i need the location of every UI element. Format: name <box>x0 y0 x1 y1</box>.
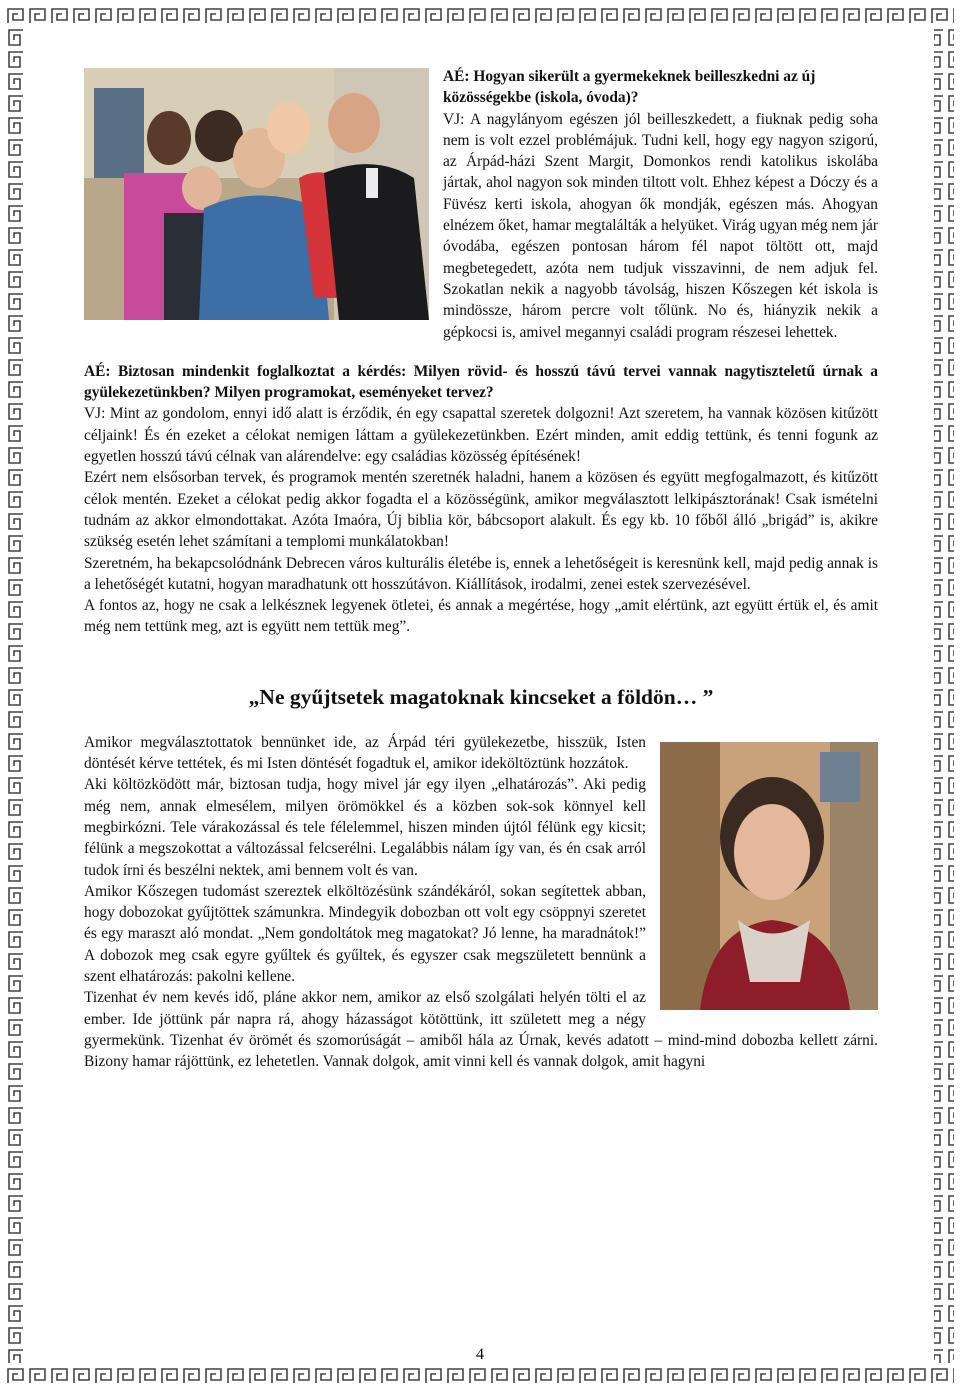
spacer <box>84 343 878 361</box>
interview-answer-2-p4: A fontos az, hogy ne csak a lelkésznek legyenek ötletei, és annak a megértése, hogy „amit elértünk, azt együtt értük el, és amit még nem tettünk meg, azt is együtt nem tettük meg”. <box>84 597 878 636</box>
interview-question-1: AÉ: Hogyan sikerült a gyermekeknek beilleszkedni az új közösségekbe (iskola, óvoda)? <box>443 68 816 107</box>
article-paragraph-3: Amikor Kőszegen tudomást szereztek elköltözésünk szándékáról, sokan segítettek abban, hogy dobozokat gyűjtöttek számunkra. Mindegyik dobozban ott volt egy csöppnyi szeretet és egy maraszt aló mondat. „Nem gondoltátok meg magatokat? Jó lenne, ha maradnátok!” A dobozok meg csak egyre gyűltek és gyűltek, és egyszer csak megszületett bennünk a szent elhatározás: pakolni kellene. <box>84 882 646 985</box>
article-title: „Ne gyűjtsetek magatoknak kincseket a földön… ” <box>248 684 714 709</box>
interview-answer-2-p3: Szeretném, ha bekapcsolódnánk Debrecen város kulturális életébe is, ennek a lehetőségeit is keresnünk kell, majd pedig annak is a lehetőségét kutatni, hogyan maradhatunk ott hosszútávon. Kiállítások, irodalmi, zenei estek szervezésével. <box>84 554 878 593</box>
article-paragraph-4: Tizenhat év nem kevés idő, pláne akkor nem, amikor az első szolgálati helyén tölti el az ember. Ide jöttünk pár napra rá, ahogy házasságot kötöttünk, itt született meg a négy gyermekünk. Tizenhat év örömét és szomorúságát – amiből hála az Úrnak, kevés adatott – mind-mind dobozba kellett zárni. Bizony hamar rájöttünk, ez lehetetlen. Vannak dolgok, amit vinni kell és vannak dolgok, amit hagyni <box>84 989 878 1071</box>
page-number: 4 <box>476 1346 484 1363</box>
page-content <box>84 66 878 1366</box>
interview-question-2: AÉ: Biztosan mindenkit foglalkoztat a kérdés: Milyen rövid- és hosszú távú tervei vannak nagytiszteletű úrnak a gyülekezetünkben? Milyen programokat, eseményeket tervez? <box>84 362 878 402</box>
interview-answer-2-p2: Ezért nem elsősorban tervek, és programok mentén szeretnék haladni, hanem a közösen és együtt megfogalmazott, és kitűzött célok mentén. Ezeket a célokat pedig akkor fogadta el a közösségünk, amikor megválasztott lelkipásztorának! Csak ismételni tudnám az akkor elmondottakat. Azóta Imaóra, Új biblia kör, bábcsoport alakult. És egy kb. 10 főből álló „brigád” is, akikre szükség esetén lehet számítani a templomi munkálatokban! <box>84 469 878 551</box>
interview-answer-2-p1: VJ: Mint az gondolom, ennyi idő alatt is érződik, én egy csapattal szeretek dolgozni! Azt szeretem, ha vannak közösen kitűzött céljaink! És én ezeket a célokat nemigen láttam a gyülekezetünkben. Ezért minden, amit eddig tettünk, és tenni fogunk az egyetlen hosszú távú célnak van alárendelve: egy családias közösség építésének! <box>84 405 878 466</box>
article-paragraph-2: Aki költözködött már, biztosan tudja, hogy mivel jár egy ilyen „elhatározás”. Aki pedig még nem, annak elmesélem, milyen örömökkel és a közben sok-sok könnyel kell megbirkózni. Tele várakozással és tele félelemmel, hiszen minden újtól félünk egy kicsit; félünk a megszokottat a változással felcserélni. Legalábbis nálam így van, és én csak arról tudok írni és beszélni nektek, ami bennem volt és van. <box>84 776 646 879</box>
family-photo <box>84 68 429 320</box>
article-paragraph-1: Amikor megválasztottatok bennünket ide, az Árpád téri gyülekezetbe, hisszük, Isten döntését kérve tettétek, és mi Isten döntését fogadtuk el, amikor ideköltöztünk hozzátok. <box>84 733 646 773</box>
interview-answer-1: VJ: A nagylányom egészen jól beilleszkedett, a fiuknak pedig soha nem is volt ezzel problémájuk. Tudni kell, hogy egy nagyon szigorú, az Árpád-házi Szent Margit, Domonkos rendi katolikus iskolába jártak, ahol nagyon sok minden tiltott volt. Ehhez képest a Dóczy és a Füvész kerti iskola, ahogyan ők mondják, egészen más. Ahogyan elnézem őket, hamar megtalálták a helyüket. Virág ugyan még nem jár óvodába, egészen pontosan három fél napot töltött ott, majd megbetegedett, azóta nem tudjuk visszavinni, de nem adjuk fel. Szokatlan nekik a nagyobb távolság, hiszen Kőszegen két iskola is mindössze, három percre volt tőlünk. No és, hiányzik nekik a gépkocsi is, amivel megannyi családi program részesei lehettek. <box>443 110 878 341</box>
author-portrait-photo <box>660 742 878 1010</box>
